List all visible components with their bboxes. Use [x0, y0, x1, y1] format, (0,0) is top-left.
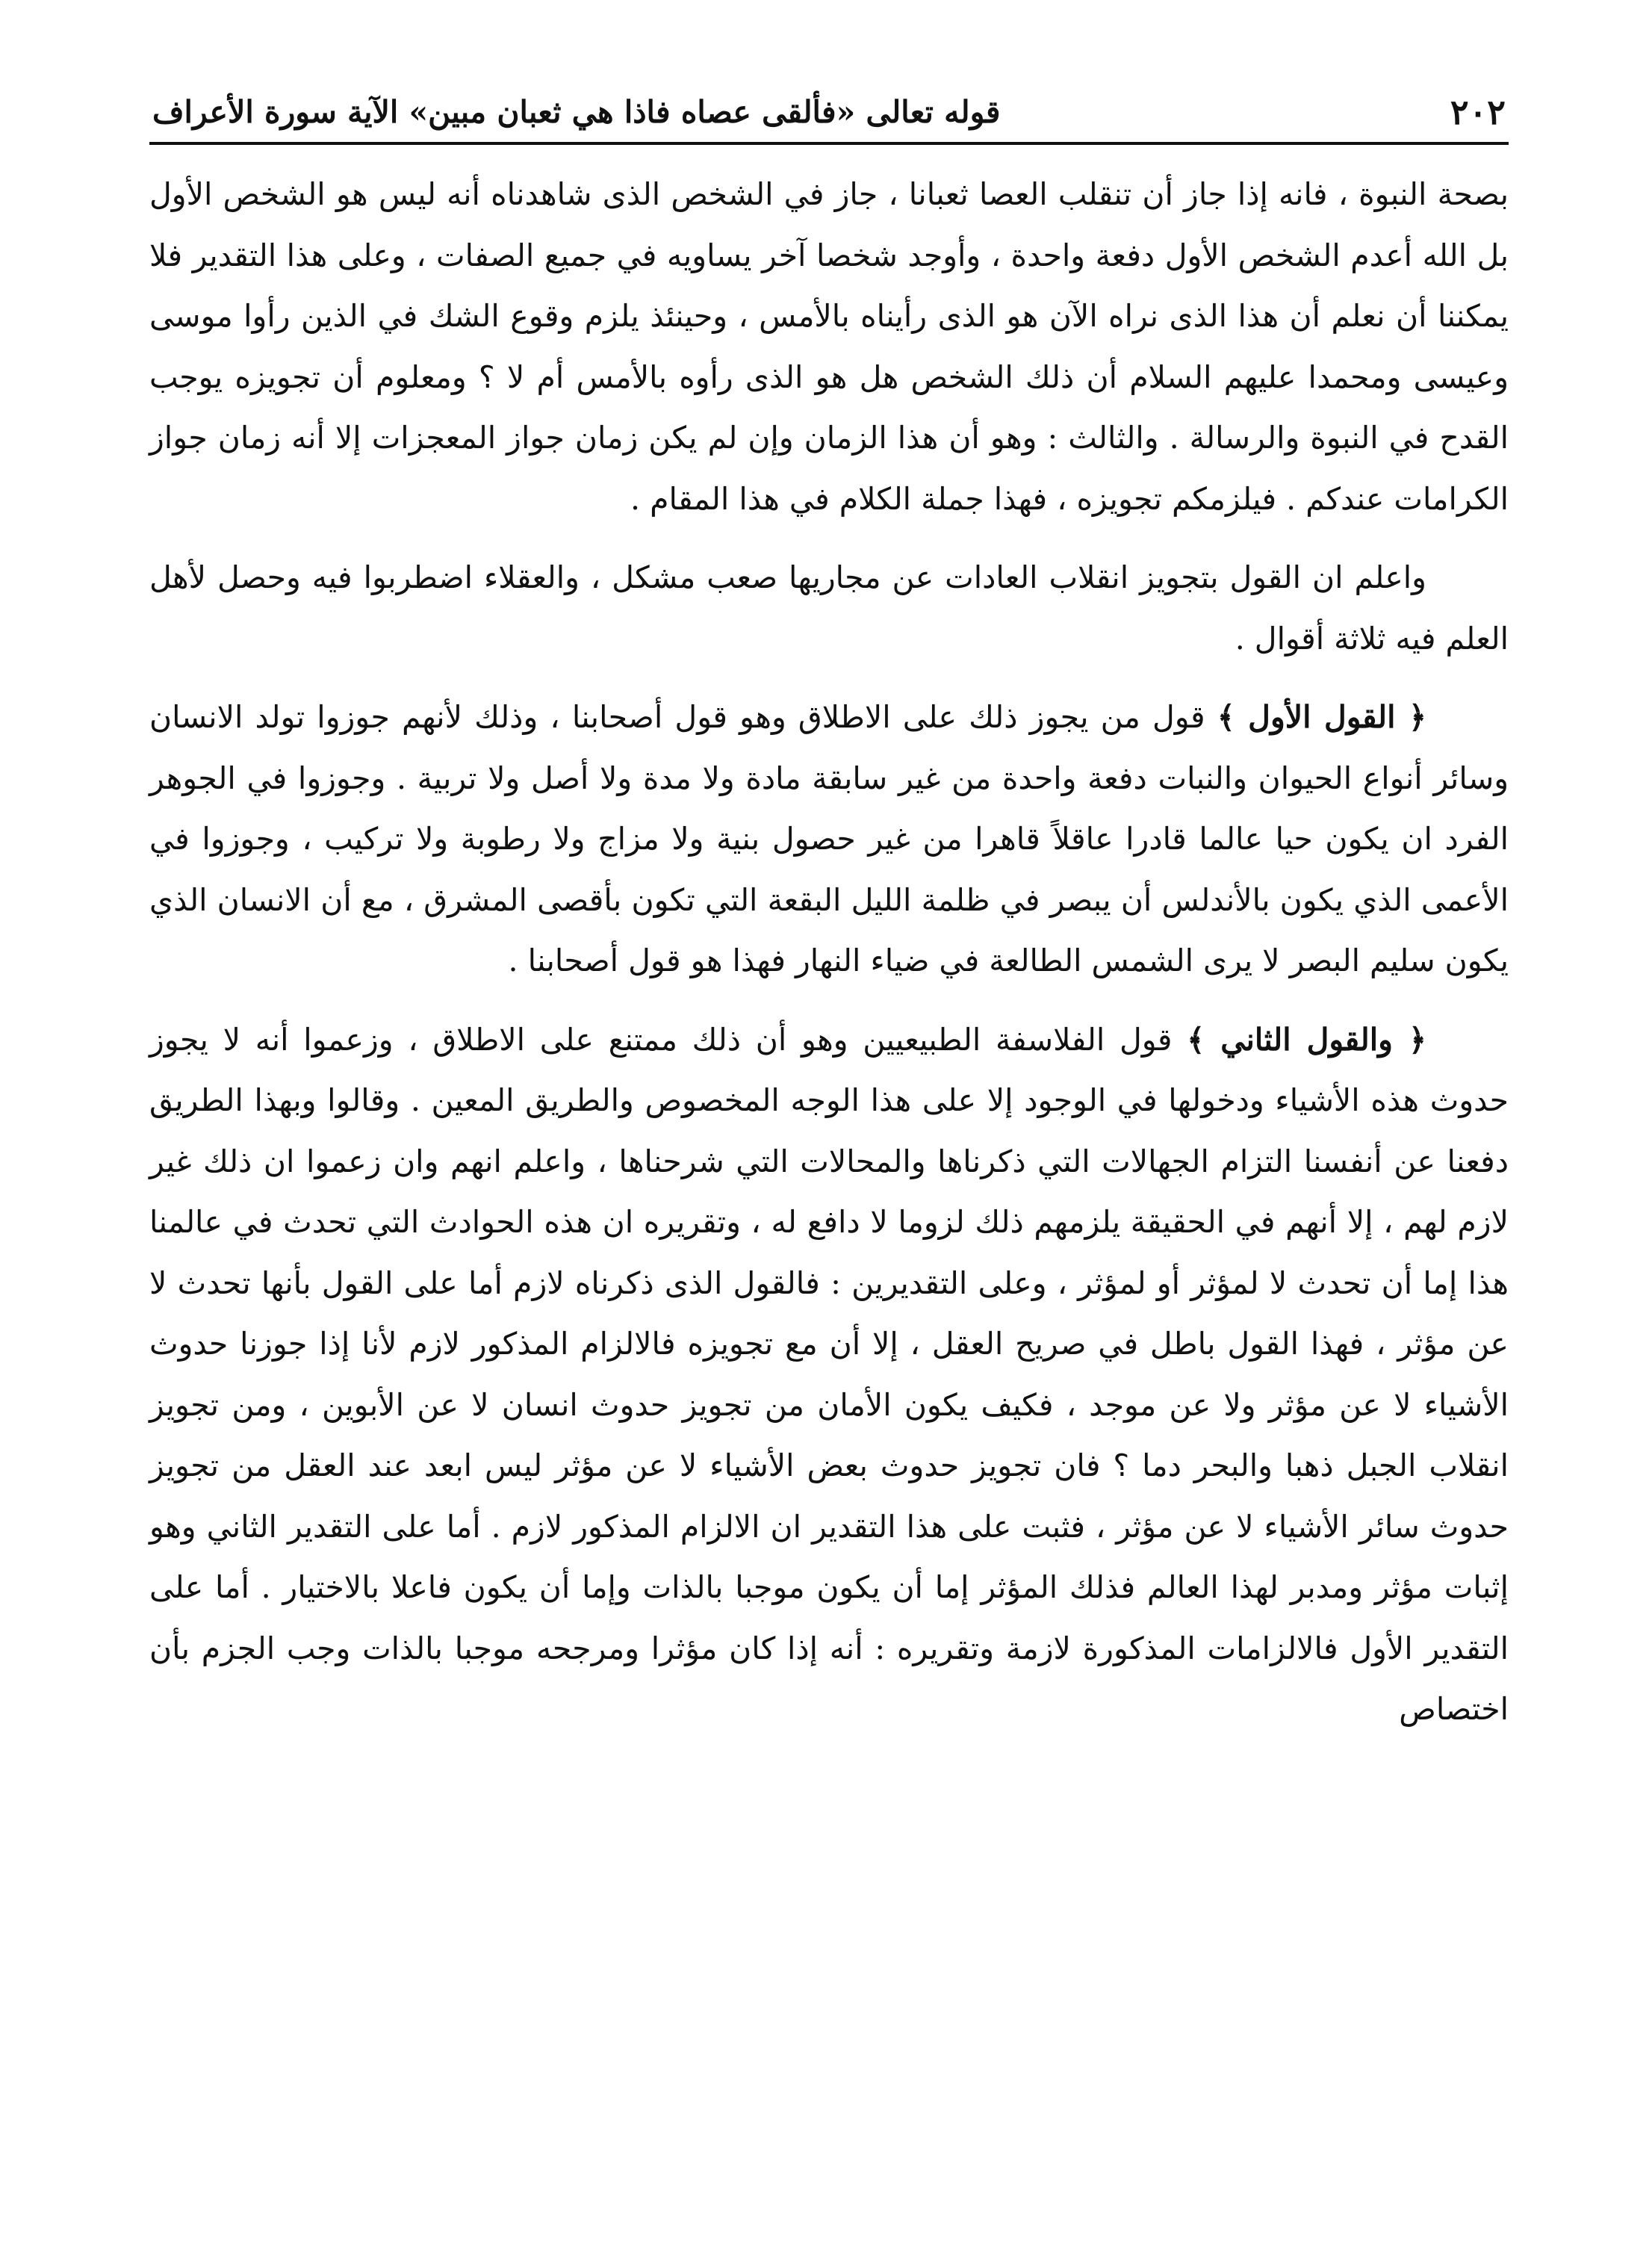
running-head	[149, 60, 1509, 131]
paragraph-text: قول من يجوز ذلك على الاطلاق وهو قول أصحابنا ، وذلك لأنهم جوزوا تولد الانسان وسائر أنواع الحيوان والنبات دفعة واحدة من غير سابقة مادة ولا مدة ولا أصل ولا تربية . وجوزوا في الجوهر الفرد ان يكون حيا عالما قادرا عاقلاً قاهرا من غير حصول بنية ولا مزاج ولا رطوبة ولا تركيب ، وجوزوا في الأعمى الذي يكون بالأندلس أن يبصر في ظلمة الليل البقعة التي تكون بأقصى المشرق ، مع أن الانسان الذي يكون سليم البصر لا يرى الشمس الطالعة في ضياء النهار فهذا هو قول أصحابنا .	[149, 699, 1509, 978]
body-text	[149, 164, 1509, 1740]
paragraph-text: قول الفلاسفة الطبيعيين وهو أن ذلك ممتنع على الاطلاق ، وزعموا أنه لا يجوز حدوث هذه الأشياء ودخولها في الوجود إلا على هذا الوجه المخصوص والطريق المعين . وقالوا وبهذا الطريق دفعنا عن أنفسنا التزام الجهالات التي ذكرناها والمحالات التي شرحناها ، واعلم انهم وان زعموا ان ذلك غير لازم لهم ، إلا أنهم في الحقيقة يلزمهم ذلك لزوما لا دافع له ، وتقريره ان هذه الحوادث التي تحدث في عالمنا هذا إما أن تحدث لا لمؤثر أو لمؤثر ، وعلى التقديرين : فالقول الذى ذكرناه لازم أما على القول بأنها تحدث لا عن مؤثر ، فهذا القول باطل في صريح العقل ، إلا أن مع تجويزه فالالزام المذكور لازم لأنا إذا جوزنا حدوث الأشياء لا عن مؤثر ولا عن موجد ، فكيف يكون الأمان من تجويز حدوث انسان لا عن الأبوين ، ومن تجويز انقلاب الجبل ذهبا والبحر دما ؟ فان تجويز حدوث بعض الأشياء لا عن مؤثر ليس ابعد عند العقل من تجويز حدوث سائر الأشياء لا عن مؤثر ، فثبت على هذا التقدير ان الالزام المذكور لازم . أما على التقدير الثاني وهو إثبات مؤثر ومدبر لهذا العالم فذلك المؤثر إما أن يكون موجبا بالذات وإما أن يكون فاعلا بالاختيار . أما على التقدير الأول فالالزامات المذكورة لازمة وتقريره : أنه إذا كان مؤثرا ومرجحه موجبا بالذات وجب الجزم بأن اختصاص	[149, 1021, 1509, 1727]
paragraph-text: واعلم ان القول بتجويز انقلاب العادات عن مجاريها صعب مشكل ، والعقلاء اضطربوا فيه وحصل لأهل العلم فيه ثلاثة أقوال .	[149, 559, 1509, 657]
paragraph-intro-three-views	[149, 547, 1509, 669]
paragraph-text: بصحة النبوة ، فانه إذا جاز أن تنقلب العصا ثعبانا ، جاز في الشخص الذى شاهدناه أنه ليس هو الشخص الأول بل الله أعدم الشخص الأول دفعة واحدة ، وأوجد شخصا آخر يساويه في جميع الصفات ، وعلى هذا التقدير فلا يمكننا أن نعلم أن هذا الذى نراه الآن هو الذى رأيناه بالأمس ، وحينئذ يلزم وقوع الشك في الذين رأوا موسى وعيسى ومحمدا عليهم السلام أن ذلك الشخص هل هو الذى رأوه بالأمس أم لا ؟ ومعلوم أن تجويزه يوجب القدح في النبوة والرسالة . والثالث : وهو أن هذا الزمان وإن لم يكن زمان جواز المعجزات إلا أنه زمان جواز الكرامات عندكم . فيلزمكم تجويزه ، فهذا جملة الكلام في هذا المقام .	[149, 176, 1509, 517]
running-head-title: قوله تعالى «فألقى عصاه فاذا هي ثعبان مبين» الآية سورة الأعراف	[152, 94, 1001, 130]
section-heading-first-view: ﴿ القول الأول ﴾	[1217, 699, 1426, 735]
paragraph-second-view	[149, 1010, 1509, 1740]
header-rule	[149, 142, 1509, 145]
paragraph-first-view	[149, 687, 1509, 992]
page-number: ٢٠٢	[1450, 92, 1506, 132]
book-page	[149, 60, 1509, 1740]
section-heading-second-view: ﴿ والقول الثاني ﴾	[1187, 1021, 1426, 1058]
paragraph-continuation	[149, 164, 1509, 530]
